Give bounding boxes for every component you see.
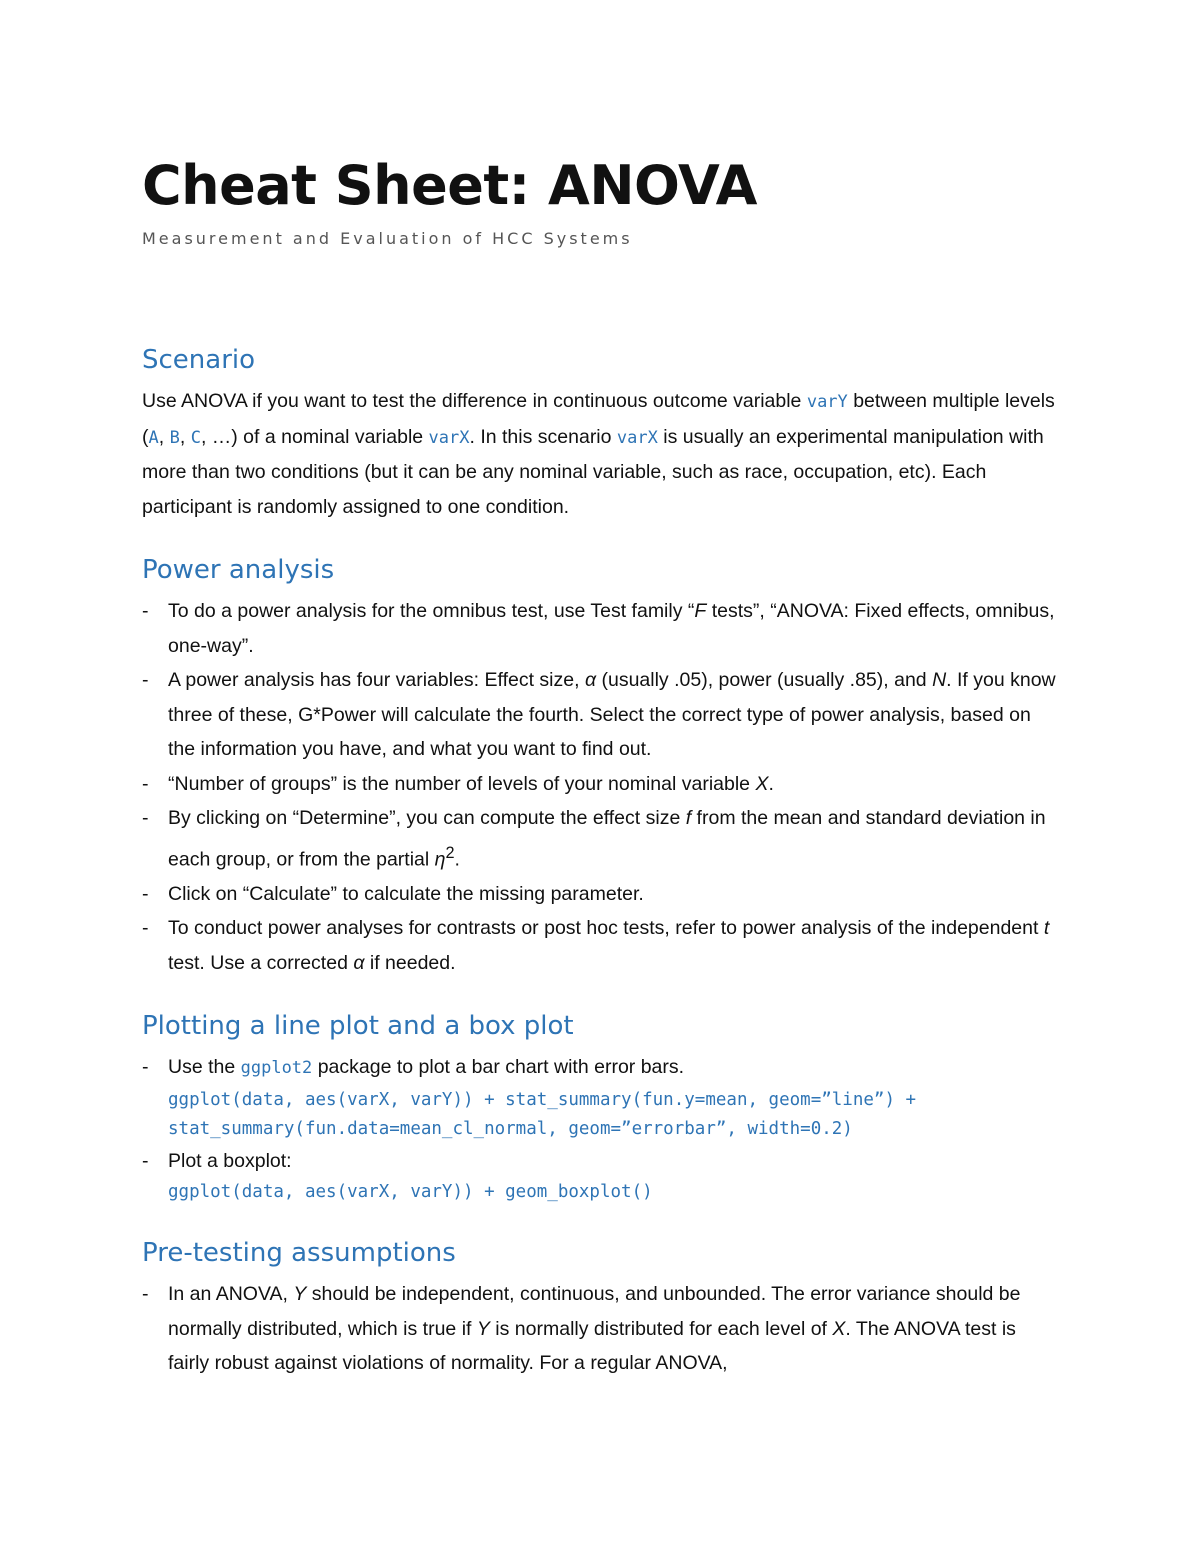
list-item: - A power analysis has four variables: Effect size, α (usually .05), power (usually .85), and N. If you know three of these, G*Power will calculate the fourth. Select the correct type of power analysis, based on the information you have, and what you want to find out. xyxy=(142,669,1056,760)
heading-power-analysis: Power analysis xyxy=(142,555,335,585)
plotting-list xyxy=(142,1050,1062,1207)
page-subtitle: Measurement and Evaluation of HCC Systems xyxy=(142,229,633,248)
code-ggplot2: ggplot2 xyxy=(240,1058,313,1078)
list-item: - By clicking on “Determine”, you can compute the effect size f from the mean and standard deviation in each group, or from the partial $\eta^2$. xyxy=(142,807,1046,870)
list-item: - Click on “Calculate” to calculate the missing parameter. xyxy=(142,882,644,905)
pretesting-list xyxy=(142,1277,1062,1381)
code-varx: varX xyxy=(428,427,470,448)
scenario-paragraph: Use ANOVA if you want to test the difference in continuous outcome variable varY between multiple levels (A, B, C, …) of a nominal variable varX. In this scenario varX is usually an experimental manipulation with more than two conditions (but it can be any nominal variable, such as race, occupation, etc). Each participant is randomly assigned to one condition. xyxy=(142,390,1055,518)
list-item: - In an ANOVA, Y should be independent, continuous, and unbounded. The error variance should be normally distributed, which is true if Y is normally distributed for each level of X. The ANOVA test is fairly robust against violations of normality. For a regular ANOVA, xyxy=(142,1283,1021,1374)
heading-plotting: Plotting a line plot and a box plot xyxy=(142,1011,574,1041)
list-item: - Plot a boxplot: ggplot(data, aes(varX, varY)) + geom_boxplot() xyxy=(142,1144,1062,1208)
heading-scenario: Scenario xyxy=(142,345,256,375)
code-varx-2: varX xyxy=(616,427,658,448)
list-item: - To do a power analysis for the omnibus test, use Test family “F tests”, “ANOVA: Fixed effects, omnibus, one-way”. xyxy=(142,600,1055,657)
page-title: Cheat Sheet: ANOVA xyxy=(142,154,757,217)
code-vary: varY xyxy=(806,392,848,412)
code-line: ggplot(data, aes(varX, varY)) + geom_boxplot() xyxy=(168,1182,653,1202)
power-analysis-list xyxy=(142,594,1062,980)
list-item: - Use the ggplot2 package to plot a bar chart with error bars. ggplot(data, aes(varX, varY)) + stat_summary(fun.y=mean, geom=”line”) + stat_summary(fun.data=mean_cl_normal, geom=”errorbar”, width=0.2) xyxy=(142,1050,1062,1144)
code-line: ggplot(data, aes(varX, varY)) + stat_summary(fun.y=mean, geom=”line”) + xyxy=(168,1089,917,1110)
code-line: stat_summary(fun.data=mean_cl_normal, geom=”errorbar”, width=0.2) xyxy=(168,1118,853,1139)
list-item: - “Number of groups” is the number of levels of your nominal variable X. xyxy=(142,772,774,795)
list-item: - To conduct power analyses for contrasts or post hoc tests, refer to power analysis of the independent t test. Use a corrected α if needed. xyxy=(142,917,1050,974)
document-page xyxy=(142,150,1062,1381)
heading-pretesting: Pre-testing assumptions xyxy=(142,1238,456,1268)
